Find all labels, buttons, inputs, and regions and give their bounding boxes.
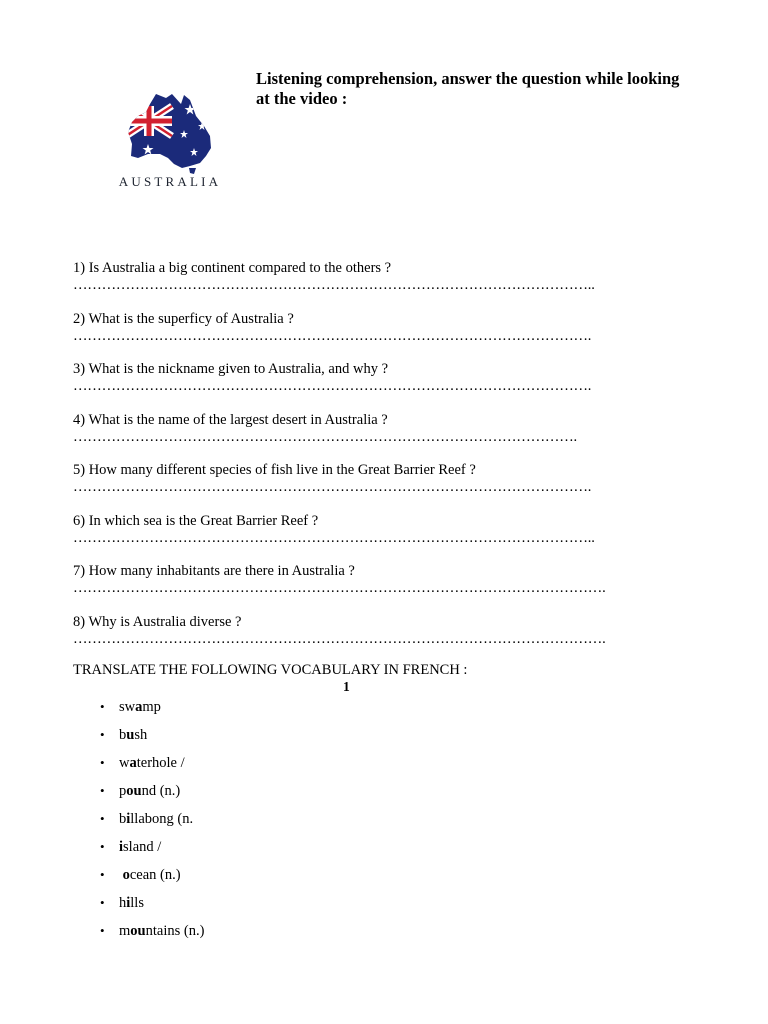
question-item xyxy=(73,259,683,310)
bullet-icon: • xyxy=(100,867,105,882)
vocabulary-stressed-syllable: ou xyxy=(126,783,142,799)
vocabulary-stressed-syllable: a xyxy=(129,755,137,771)
bullet-icon: • xyxy=(100,783,105,798)
vocabulary-word-end: cean (n.) xyxy=(129,867,181,883)
question-item xyxy=(73,562,683,613)
bullet-icon: • xyxy=(100,727,105,742)
vocabulary-item xyxy=(100,838,204,866)
question-item xyxy=(73,411,683,462)
vocabulary-item xyxy=(100,866,204,894)
vocabulary-item xyxy=(100,922,204,950)
vocabulary-heading: TRANSLATE THE FOLLOWING VOCABULARY IN FRENCH : xyxy=(73,662,468,678)
vocabulary-stressed-syllable: i xyxy=(126,895,131,911)
question-item xyxy=(73,360,683,411)
question-item xyxy=(73,461,683,512)
answer-line: …………………………………………………………………………………………………. xyxy=(73,630,606,647)
vocabulary-list xyxy=(100,698,204,950)
vocabulary-stressed-syllable: i xyxy=(126,811,131,827)
question-item xyxy=(73,613,683,664)
vocabulary-item xyxy=(100,698,204,726)
vocabulary-word-start: sw xyxy=(119,699,136,715)
bullet-icon: • xyxy=(100,699,105,714)
question-item xyxy=(73,310,683,361)
vocabulary-word-end: ntains (n.) xyxy=(145,923,205,939)
question-text: 5) How many different species of fish live in the Great Barrier Reef ? xyxy=(73,462,476,478)
question-text: 4) What is the name of the largest desert in Australia ? xyxy=(73,411,388,428)
vocabulary-word-end: lls xyxy=(130,895,144,911)
question-text: 3) What is the nickname given to Australia, and why ? xyxy=(73,361,389,377)
vocabulary-item xyxy=(100,726,204,754)
vocabulary-word-start: b xyxy=(119,727,127,743)
logo-text: AUSTRALIA xyxy=(118,174,222,189)
answer-line: ……………………………………………………………………………………………….. xyxy=(73,277,595,293)
page-title: Listening comprehension, answer the question while looking at the video : xyxy=(256,69,680,108)
answer-line: ………………………………………………………………………………………………. xyxy=(73,479,592,495)
australia-logo xyxy=(108,86,232,194)
bullet-icon: • xyxy=(100,839,105,854)
question-text: 1) Is Australia a big continent compared to the others ? xyxy=(73,260,392,276)
answer-line: ………………………………………………………………………………………………. xyxy=(73,327,592,344)
question-text: 2) What is the superficy of Australia ? xyxy=(73,310,294,327)
vocabulary-word-start: m xyxy=(119,923,131,939)
vocabulary-stressed-syllable: i xyxy=(119,839,124,855)
bullet-icon: • xyxy=(100,895,105,910)
australia-flag-map-icon xyxy=(126,92,216,174)
vocabulary-word-start: b xyxy=(119,811,127,827)
question-item xyxy=(73,512,683,563)
vocabulary-stressed-syllable: ou xyxy=(130,923,146,939)
vocabulary-word-start: w xyxy=(119,755,130,771)
bullet-icon: • xyxy=(100,811,105,826)
answer-line: …………………………………………………………………………………………………. xyxy=(73,580,606,596)
vocabulary-word-end: llabong (n. xyxy=(130,811,194,827)
answer-line: ……………………………………………………………………………………………. xyxy=(73,428,577,445)
bullet-icon: • xyxy=(100,755,105,770)
question-text: 6) In which sea is the Great Barrier Reef ? xyxy=(73,512,319,529)
question-text: 8) Why is Australia diverse ? xyxy=(73,613,242,630)
vocabulary-word-end: terhole / xyxy=(136,755,185,771)
page-number: 1 xyxy=(343,679,350,694)
question-list xyxy=(73,259,683,663)
vocabulary-item xyxy=(100,810,204,838)
vocabulary-item xyxy=(100,754,204,782)
vocabulary-stressed-syllable: u xyxy=(126,727,135,743)
question-text: 7) How many inhabitants are there in Australia ? xyxy=(73,563,355,579)
vocabulary-stressed-syllable: a xyxy=(135,699,143,715)
vocabulary-word-end: sland / xyxy=(123,839,162,855)
vocabulary-word-end: sh xyxy=(134,727,148,743)
vocabulary-word-start: p xyxy=(119,783,127,799)
vocabulary-item xyxy=(100,782,204,810)
answer-line: ………………………………………………………………………………………………. xyxy=(73,378,592,394)
vocabulary-item xyxy=(100,894,204,922)
vocabulary-word-start: h xyxy=(119,895,127,911)
answer-line: ……………………………………………………………………………………………….. xyxy=(73,529,595,546)
vocabulary-word-end: nd (n.) xyxy=(141,783,181,799)
vocabulary-stressed-syllable: o xyxy=(122,867,130,883)
vocabulary-word-end: mp xyxy=(142,699,161,715)
bullet-icon: • xyxy=(100,923,105,938)
